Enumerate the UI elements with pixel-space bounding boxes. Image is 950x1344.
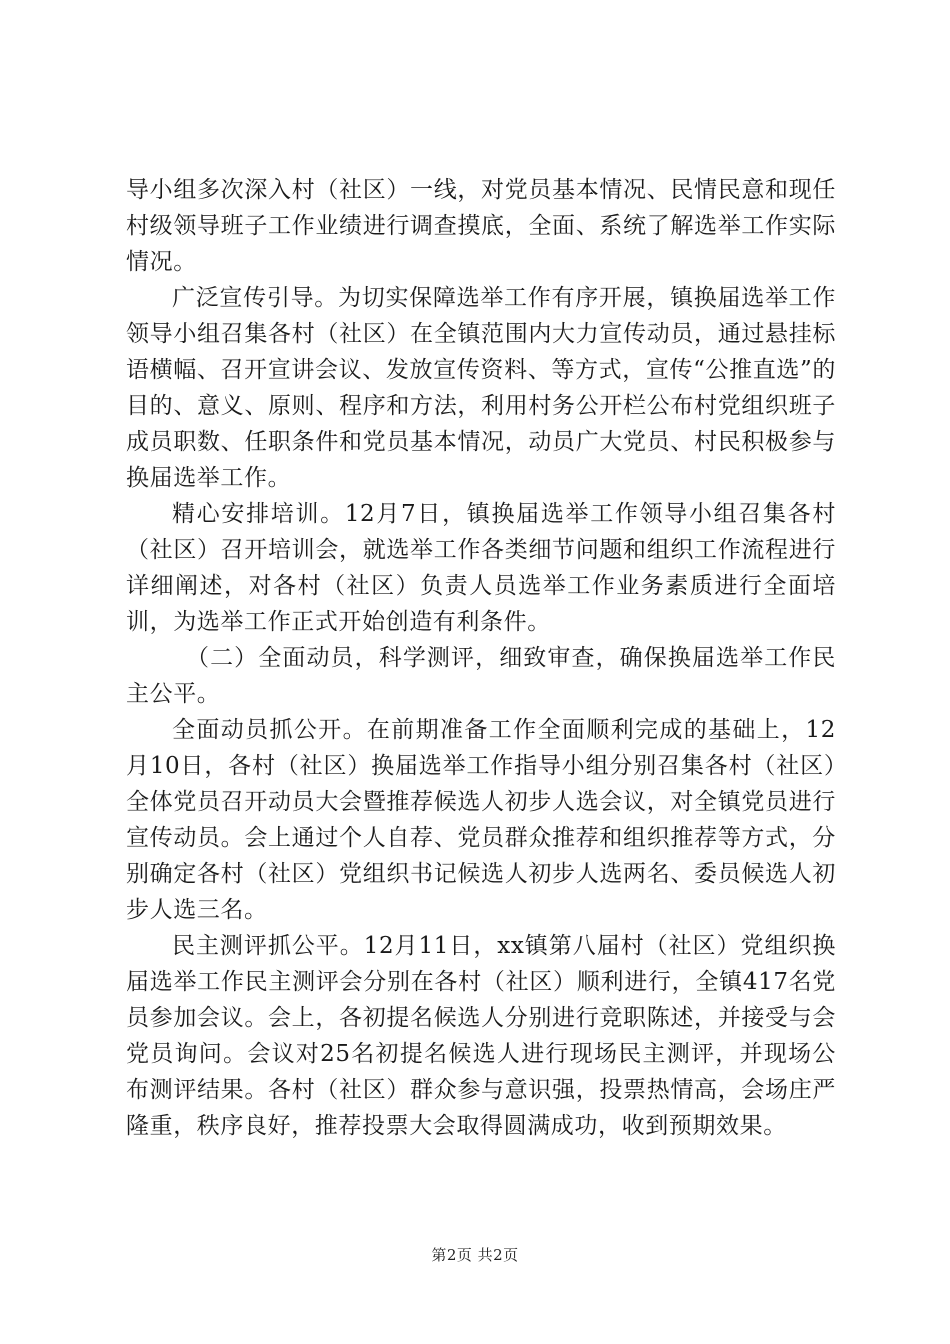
paragraph-publicity: 广泛宣传引导。为切实保障选举工作有序开展，镇换届选举工作领导小组召集各村（社区）在全镇范围内大力宣传动员，通过悬挂标语横幅、召开宣讲会议、发放宣传资料、等方式，宣传“公推直选”的目的、意义、原则、程序和方法，利用村务公开栏公布村党组织班子成员职数、任职条件和党员基本情况，动员广大党员、村民积极参与换届选举工作。: [126, 285, 836, 491]
document-body: [126, 172, 836, 1144]
paragraph-training: 精心安排培训。12月7日，镇换届选举工作领导小组召集各村（社区）召开培训会，就选举工作各类细节问题和组织工作流程进行详细阐述，对各村（社区）负责人员选举工作业务素质进行全面培训，为选举工作正式开始创造有利条件。: [126, 501, 836, 635]
page-footer: 第2页 共2页: [431, 1246, 519, 1264]
section-heading-two: （二）全面动员，科学测评，细致审查，确保换届选举工作民主公平。: [126, 645, 836, 707]
paragraph-continuation: 导小组多次深入村（社区）一线，对党员基本情况、民情民意和现任村级领导班子工作业绩进行调查摸底，全面、系统了解选举工作实际情况。: [126, 177, 836, 275]
paragraph-evaluation: 民主测评抓公平。12月11日，xx镇第八届村（社区）党组织换届选举工作民主测评会分别在各村（社区）顺利进行，全镇417名党员参加会议。会上，各初提名候选人分别进行竞职陈述，并接受与会党员询问。会议对25名初提名候选人进行现场民主测评，并现场公布测评结果。各村（社区）群众参与意识强，投票热情高，会场庄严隆重，秩序良好，推荐投票大会取得圆满成功，收到预期效果。: [126, 933, 836, 1139]
paragraph-mobilize: 全面动员抓公开。在前期准备工作全面顺利完成的基础上，12月10日，各村（社区）换届选举工作指导小组分别召集各村（社区）全体党员召开动员大会暨推荐候选人初步人选会议，对全镇党员进行宣传动员。会上通过个人自荐、党员群众推荐和组织推荐等方式，分别确定各村（社区）党组织书记候选人初步人选两名、委员候选人初步人选三名。: [126, 717, 836, 923]
